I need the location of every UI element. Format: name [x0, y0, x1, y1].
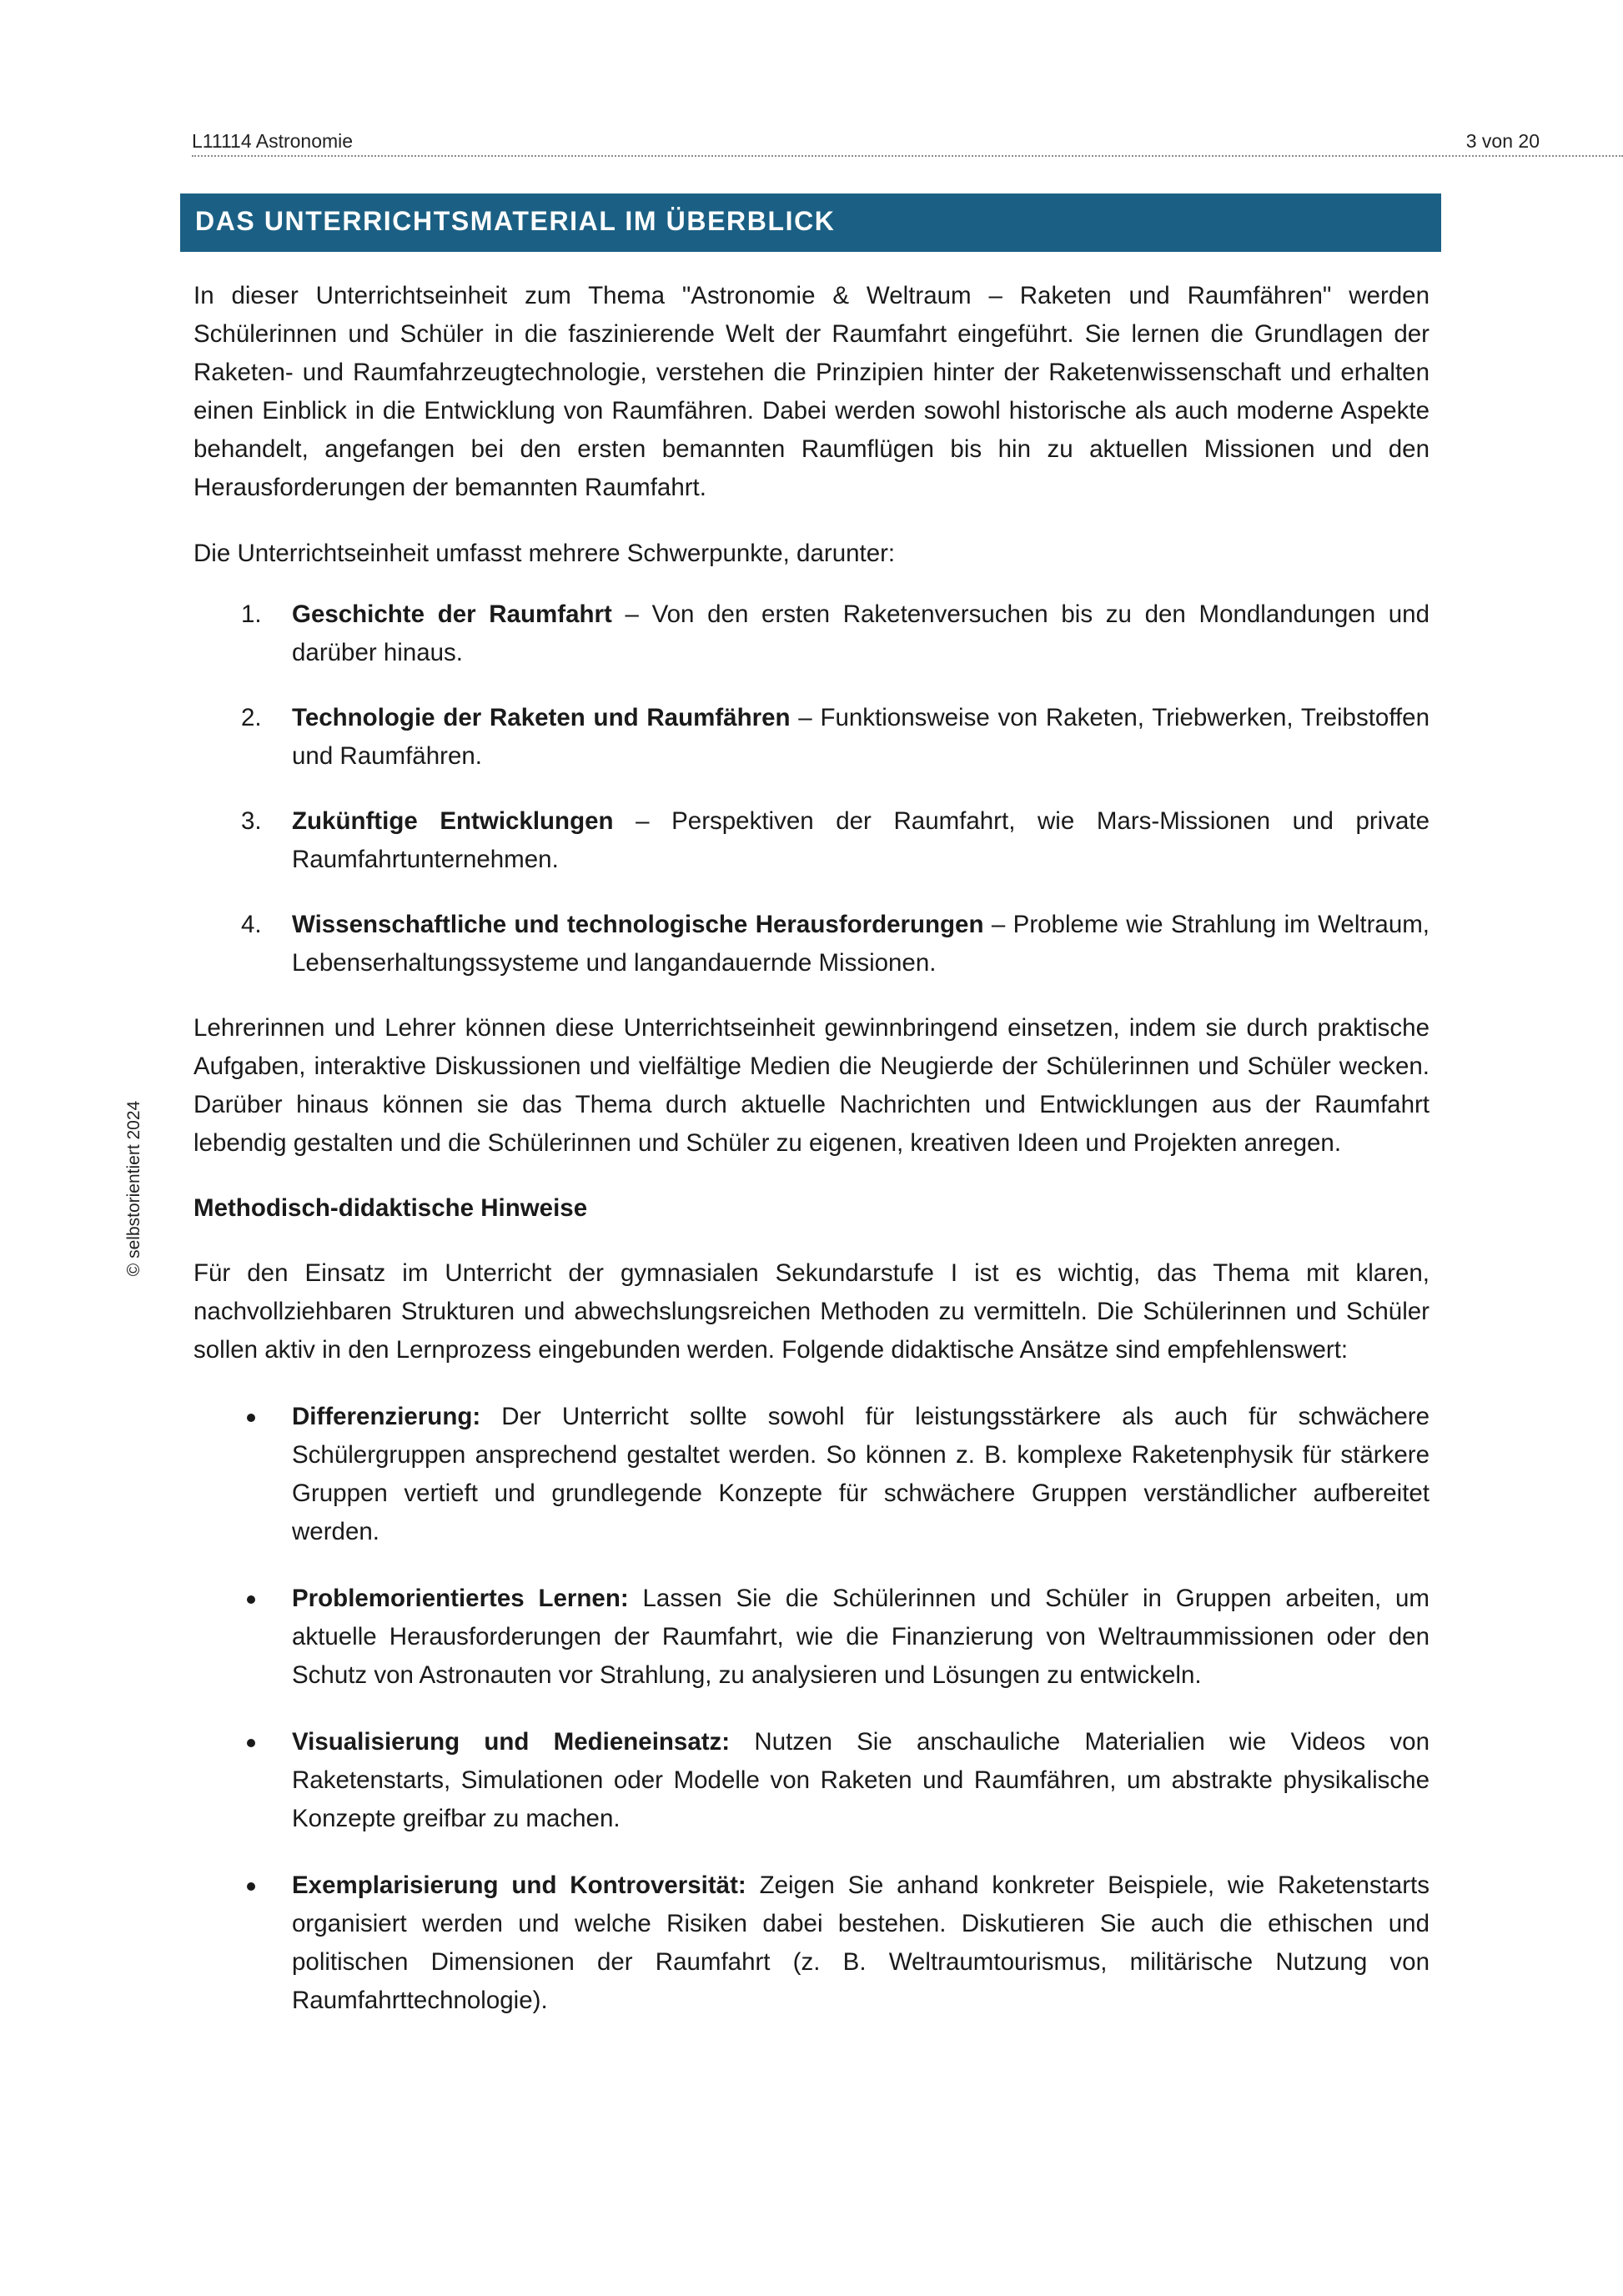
main-content — [193, 277, 1430, 2048]
bullet-icon — [247, 1595, 255, 1604]
bullet-icon — [247, 1882, 255, 1891]
topic-text: – Perspektiven der Raumfahrt, wie Mars-Missionen und private Raumfahrtunternehmen. — [292, 807, 1430, 873]
teacher-paragraph: Lehrerinnen und Lehrer können diese Unterrichtseinheit gewinnbringend einsetzen, indem sie durch praktische Aufgaben, interaktive Diskussionen und vielfältige Medien die Neugierde der Schülerinnen und Schüler wecken. Darüber hinaus können sie das Thema durch aktuelle Nachrichten und Entwicklungen aus der Raumfahrt lebendig gestalten und die Schülerinnen und Schüler zu eigenen, kreativen Ideen und Projekten anregen. — [193, 1014, 1430, 1157]
list-number: 1. — [241, 600, 262, 628]
bullet-icon — [247, 1739, 255, 1747]
copyright-text: © selbstorientiert 2024 — [124, 1100, 143, 1277]
hint-title: Exemplarisierung und Kontroversität: — [292, 1871, 746, 1899]
list-item — [193, 1580, 1430, 1695]
list-number: 2. — [241, 704, 262, 731]
topic-title: Wissenschaftliche und technologische Herausforderungen — [292, 911, 984, 938]
list-item — [193, 595, 1430, 672]
topic-title: Technologie der Raketen und Raumfähren — [292, 704, 791, 731]
topics-list — [193, 595, 1430, 982]
course-code: L11114 Astronomie — [192, 130, 354, 152]
hint-title: Problemorientiertes Lernen: — [292, 1585, 629, 1612]
section-title-bar — [180, 193, 1441, 252]
topic-text: – Probleme wie Strahlung im Weltraum, Lebenserhaltungssysteme und langandauernde Missionen. — [292, 911, 1430, 977]
bullet-icon — [247, 1414, 255, 1422]
list-item — [193, 1398, 1430, 1551]
hints-list — [193, 1398, 1430, 2020]
method-paragraph: Für den Einsatz im Unterricht der gymnasialen Sekundarstufe I ist es wichtig, das Thema mit klaren, nachvollziehbaren Strukturen und abwechslungsreichen Methoden zu vermitteln. Die Schülerinnen und Schüler sollen aktiv in den Lernprozess eingebunden werden. Folgende didaktische Ansätze sind empfehlenswert: — [193, 1259, 1430, 1364]
page-header — [192, 127, 1623, 157]
hint-title: Differenzierung: — [292, 1403, 481, 1430]
list-item — [193, 699, 1430, 776]
hint-text: Lassen Sie die Schülerinnen und Schüler in Gruppen arbeiten, um aktuelle Herausforderungen der Raumfahrt, wie die Finanzierung von Weltraummissionen oder den Schutz von Astronauten vor Strahlung, zu analysieren und Lösungen zu entwickeln. — [292, 1585, 1430, 1689]
topic-title: Zukünftige Entwicklungen — [292, 807, 614, 835]
hint-text: Nutzen Sie anschauliche Materialien wie Videos von Raketenstarts, Simulationen oder Modelle von Raketen und Raumfähren, um abstrakte physikalische Konzepte greifbar zu machen. — [292, 1728, 1430, 1832]
hint-text: Der Unterricht sollte sowohl für leistungsstärkere als auch für schwächere Schülergruppen ansprechend gestaltet werden. So können z. B. komplexe Raketenphysik für stärkere Gruppen vertieft und grundlegende Konzepte für schwächere Gruppen verständlicher aufbereitet werden. — [292, 1403, 1430, 1545]
list-item — [193, 906, 1430, 982]
topic-title: Geschichte der Raumfahrt — [292, 600, 612, 628]
list-item — [193, 1866, 1430, 2020]
method-heading: Methodisch-didaktische Hinweise — [193, 1194, 588, 1222]
list-item — [193, 1723, 1430, 1838]
list-item — [193, 802, 1430, 879]
topics-lead: Die Unterrichtseinheit umfasst mehrere Schwerpunkte, darunter: — [193, 540, 896, 567]
topic-text: – Von den ersten Raketenversuchen bis zu den Mondlandungen und darüber hinaus. — [292, 600, 1430, 666]
copyright-note — [122, 1084, 147, 1293]
list-number: 3. — [241, 807, 262, 835]
list-number: 4. — [241, 911, 262, 938]
hint-title: Visualisierung und Medieneinsatz: — [292, 1728, 731, 1756]
page-number: 3 von 20 — [1465, 130, 1540, 152]
hint-text: Zeigen Sie anhand konkreter Beispiele, wie Raketenstarts organisiert werden und welche Risiken dabei bestehen. Diskutieren Sie auch die ethischen und politischen Dimensionen der Raumfahrt (z. B. Weltraumtourismus, militärische Nutzung von Raumfahrttechnologie). — [292, 1871, 1430, 2014]
intro-paragraph: In dieser Unterrichtseinheit zum Thema "Astronomie & Weltraum – Raketen und Raumfähren" werden Schülerinnen und Schüler in die faszinierende Welt der Raumfahrt eingeführt. Sie lernen die Grundlagen der Raketen- und Raumfahrzeugtechnologie, verstehen die Prinzipien hinter der Raketenwissenschaft und erhalten einen Einblick in die Entwicklung von Raumfähren. Dabei werden sowohl historische als auch moderne Aspekte behandelt, angefangen bei den ersten bemannten Raumflügen bis hin zu aktuellen Missionen und den Herausforderungen der bemannten Raumfahrt. — [193, 282, 1430, 501]
topic-text: – Funktionsweise von Raketen, Triebwerken, Treibstoffen und Raumfähren. — [292, 704, 1430, 770]
section-title: DAS UNTERRICHTSMATERIAL IM ÜBERBLICK — [195, 206, 836, 236]
